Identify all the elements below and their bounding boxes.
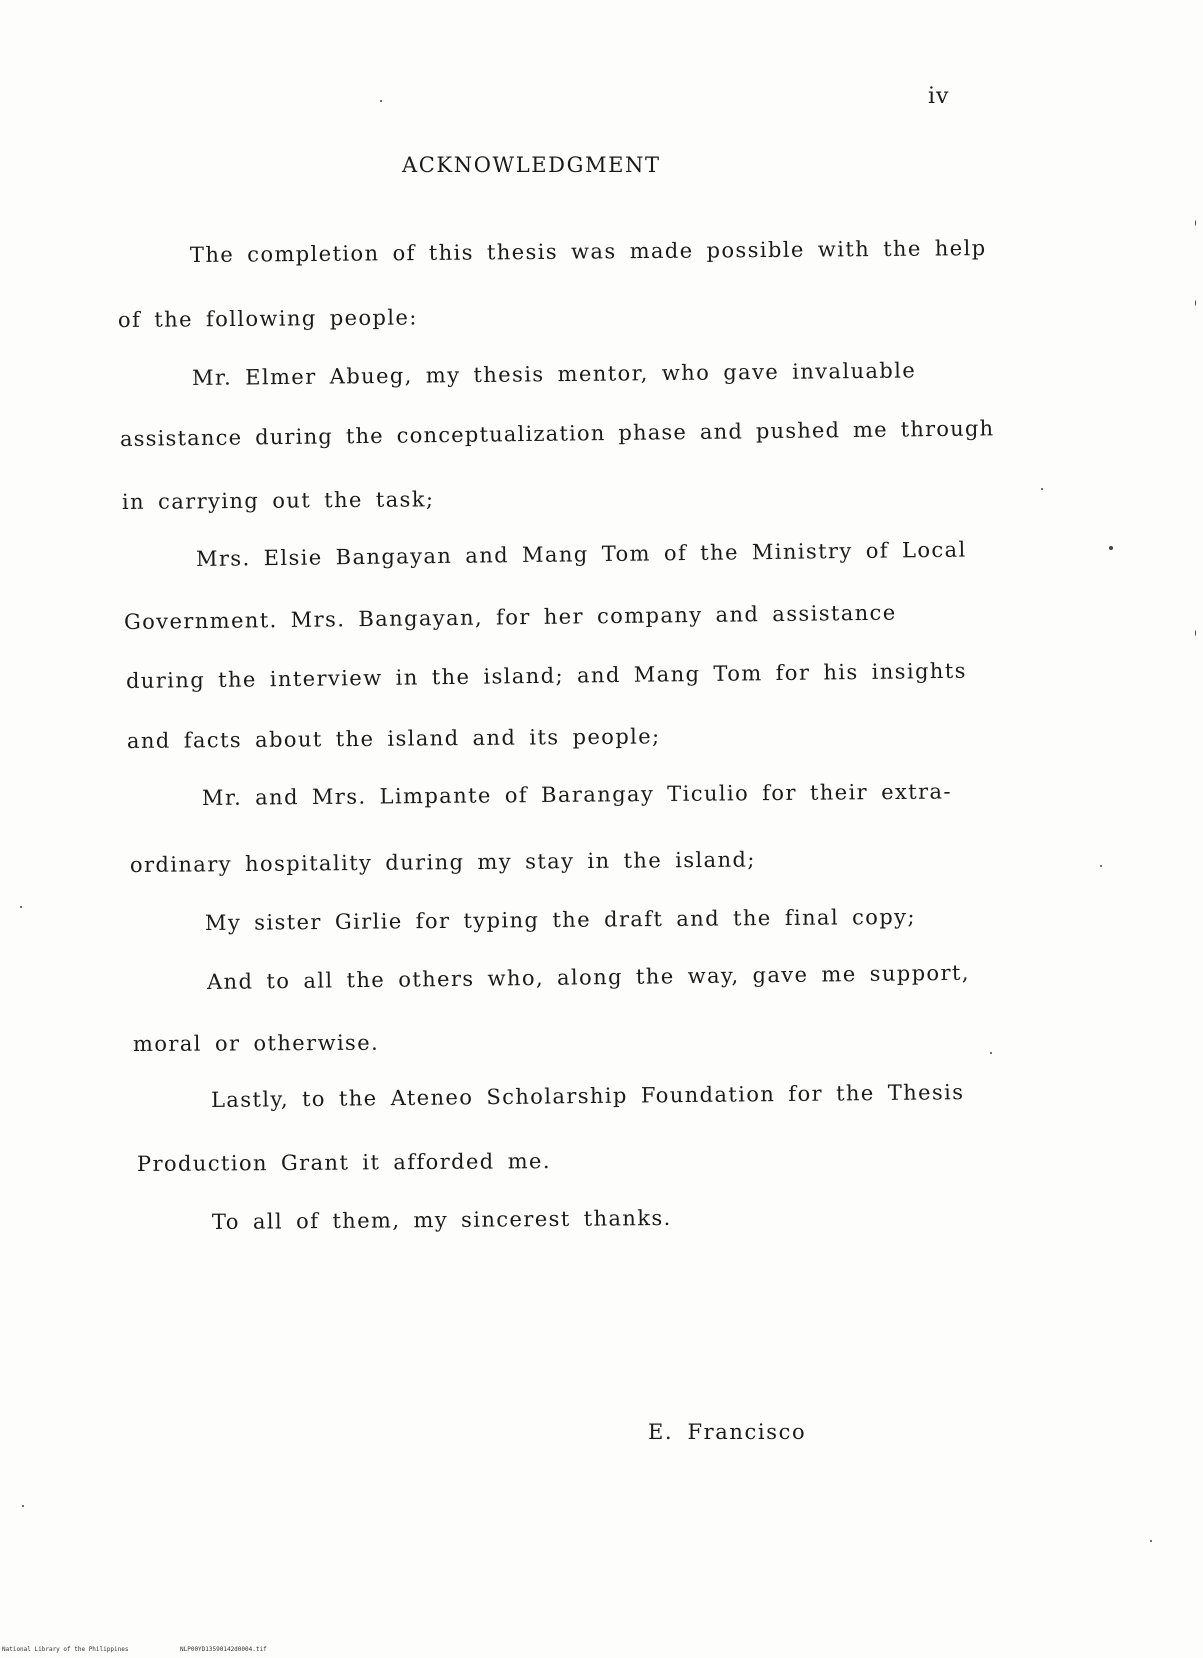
text-line-15: Lastly, to the Ateneo Scholarship Foundation for the Thesis: [210, 1080, 965, 1112]
text-line-11: ordinary hospitality during my stay in the island;: [129, 847, 756, 877]
scan-speck: [22, 1505, 24, 1507]
scan-speck: [380, 100, 382, 102]
footer-file-name: NLP00YD13590142d0004.tif: [180, 1646, 267, 1653]
text-line-2: of the following people:: [117, 305, 418, 332]
signature-name: E. Francisco: [648, 1420, 807, 1444]
text-line-17: To all of them, my sincerest thanks.: [211, 1205, 672, 1234]
scan-speck: [1195, 220, 1196, 226]
scan-speck: [1100, 865, 1102, 867]
text-line-12: My sister Girlie for typing the draft and the final copy;: [204, 904, 916, 935]
text-line-6: Mrs. Elsie Bangayan and Mang Tom of the Ministry of Local: [195, 537, 967, 571]
scan-speck: [1150, 1540, 1152, 1542]
text-line-16: Production Grant it afforded me.: [136, 1149, 551, 1176]
text-line-10: Mr. and Mrs. Limpante of Barangay Ticulio for their extra-: [201, 779, 953, 810]
text-line-7: Government. Mrs. Bangayan, for her company and assistance: [123, 600, 897, 634]
page-number: iv: [928, 84, 950, 109]
text-line-9: and facts about the island and its people;: [126, 724, 661, 753]
scan-speck: [990, 1052, 992, 1054]
text-line-4: assistance during the conceptualization phase and pushed me through: [119, 416, 995, 451]
scan-speck: [1041, 488, 1043, 490]
page-title: ACKNOWLEDGMENT: [402, 153, 661, 177]
scan-speck: [1195, 630, 1196, 636]
scan-speck: [1109, 546, 1113, 550]
text-line-13: And to all the others who, along the way, gave me support,: [206, 960, 971, 994]
text-line-8: during the interview in the island; and Mang Tom for his insights: [125, 658, 967, 693]
scan-speck: [20, 906, 22, 908]
scan-speck: [1195, 300, 1196, 306]
text-line-1: The completion of this thesis was made possible with the help: [189, 236, 987, 267]
text-line-3: Mr. Elmer Abueg, my thesis mentor, who gave invaluable: [191, 358, 917, 390]
text-line-5: in carrying out the task;: [121, 487, 435, 514]
footer-library-name: National Library of the Philippines: [2, 1646, 129, 1653]
text-line-14: moral or otherwise.: [132, 1030, 380, 1056]
